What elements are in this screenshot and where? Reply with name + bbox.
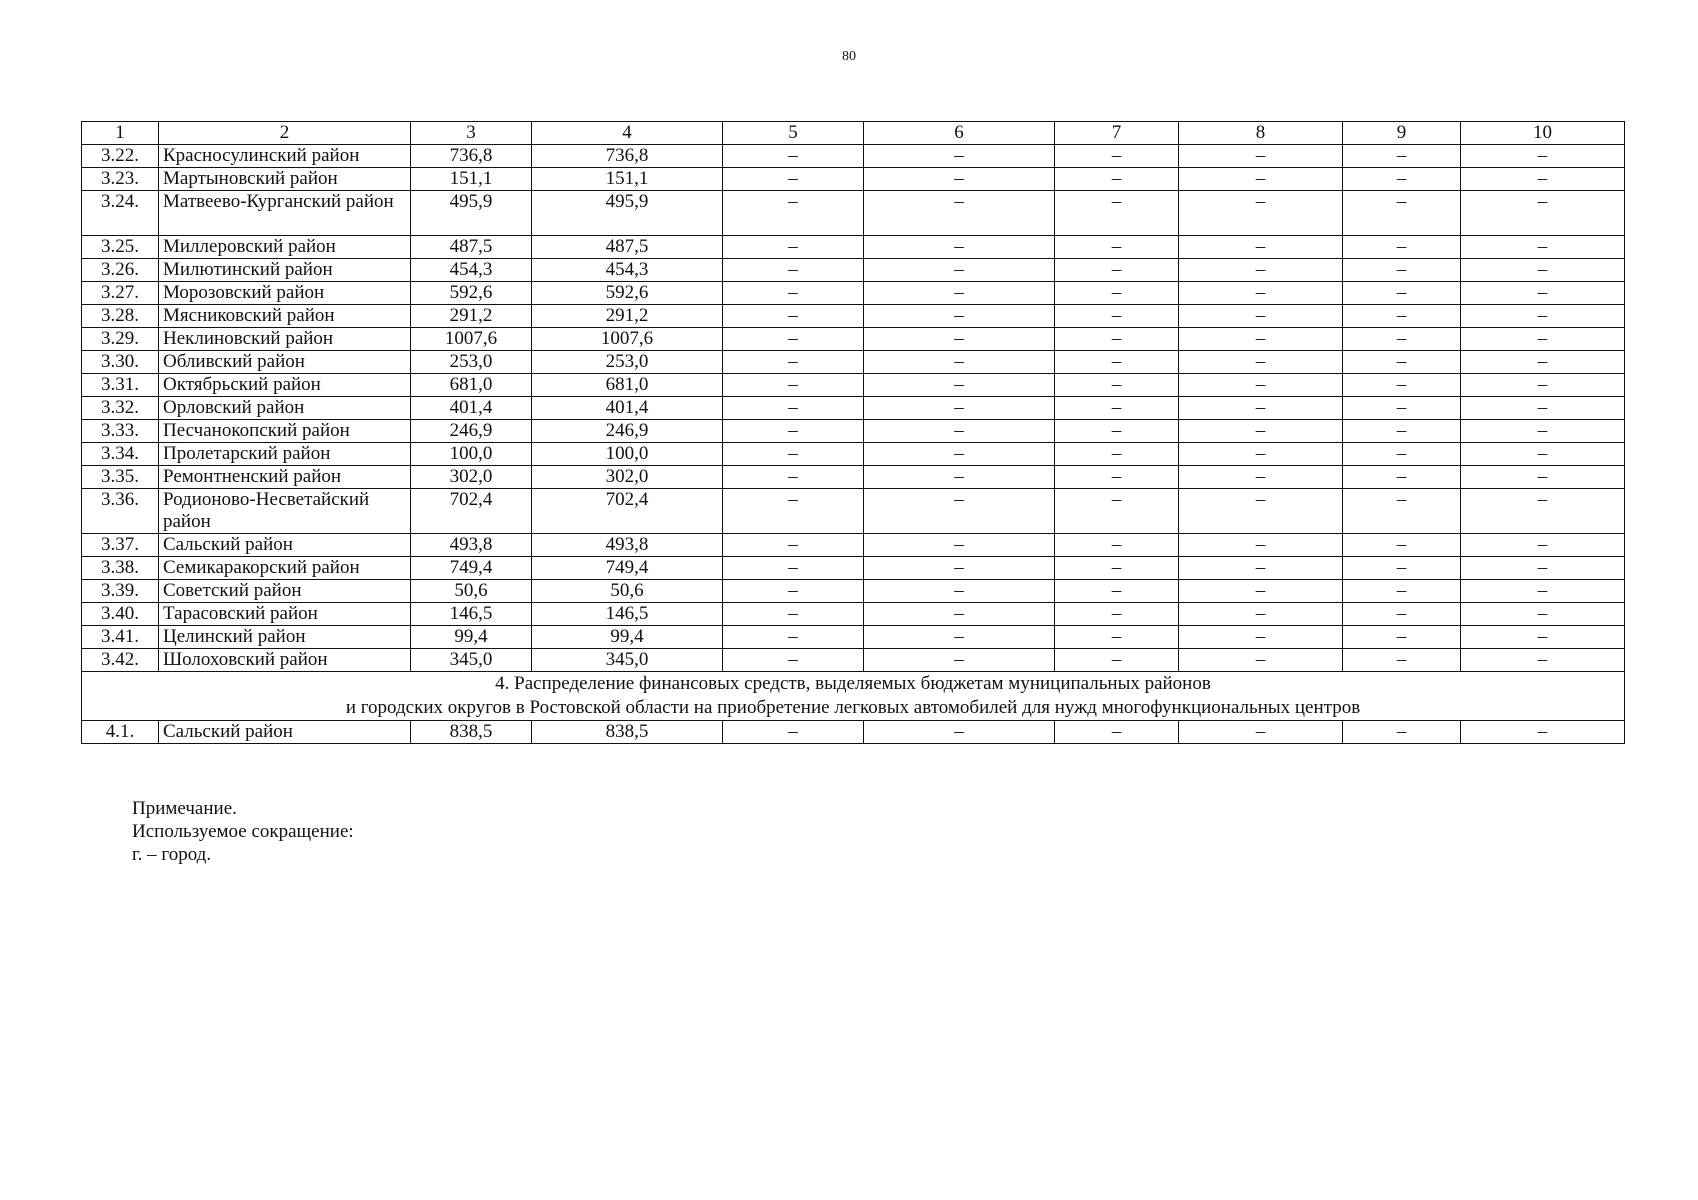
district-name: Милютинский район (159, 259, 411, 282)
value-col-4: 681,0 (532, 374, 723, 397)
dash-cell-col-6: – (864, 489, 1055, 534)
row-number: 3.29. (82, 328, 159, 351)
value-col-3: 749,4 (411, 557, 532, 580)
header-cell-1: 1 (82, 122, 159, 145)
value-col-4: 454,3 (532, 259, 723, 282)
dash-cell-col-8: – (1179, 534, 1343, 557)
dash-cell-col-8: – (1179, 443, 1343, 466)
dash-cell-col-7: – (1055, 557, 1179, 580)
dash-cell-col-9: – (1343, 305, 1461, 328)
dash-cell-col-10: – (1461, 328, 1625, 351)
value-col-3: 151,1 (411, 168, 532, 191)
dash-cell-col-7: – (1055, 721, 1179, 744)
dash-cell-col-6: – (864, 191, 1055, 236)
value-col-3: 401,4 (411, 397, 532, 420)
dash-cell-col-7: – (1055, 282, 1179, 305)
dash-cell-col-7: – (1055, 351, 1179, 374)
dash-cell-col-5: – (723, 282, 864, 305)
district-name: Сальский район (159, 534, 411, 557)
dash-cell-col-6: – (864, 328, 1055, 351)
district-name: Советский район (159, 580, 411, 603)
dash-cell-col-8: – (1179, 580, 1343, 603)
header-cell-7: 7 (1055, 122, 1179, 145)
dash-cell-col-10: – (1461, 420, 1625, 443)
district-name: Матвеево-Курганский район (159, 191, 411, 236)
dash-cell-col-10: – (1461, 305, 1625, 328)
dash-cell-col-6: – (864, 145, 1055, 168)
dash-cell-col-5: – (723, 443, 864, 466)
value-col-4: 50,6 (532, 580, 723, 603)
dash-cell-col-6: – (864, 397, 1055, 420)
dash-cell-col-5: – (723, 626, 864, 649)
dash-cell-col-9: – (1343, 397, 1461, 420)
dash-cell-col-10: – (1461, 649, 1625, 672)
row-number: 3.25. (82, 236, 159, 259)
district-name: Октябрьский район (159, 374, 411, 397)
value-col-4: 487,5 (532, 236, 723, 259)
dash-cell-col-10: – (1461, 374, 1625, 397)
row-number: 3.32. (82, 397, 159, 420)
dash-cell-col-6: – (864, 351, 1055, 374)
value-col-3: 50,6 (411, 580, 532, 603)
dash-cell-col-7: – (1055, 489, 1179, 534)
dash-cell-col-5: – (723, 420, 864, 443)
dash-cell-col-5: – (723, 259, 864, 282)
table-row (82, 374, 1625, 397)
row-number: 3.33. (82, 420, 159, 443)
district-name: Пролетарский район (159, 443, 411, 466)
header-cell-10: 10 (1461, 122, 1625, 145)
dash-cell-col-8: – (1179, 397, 1343, 420)
dash-cell-col-7: – (1055, 397, 1179, 420)
table-row (82, 397, 1625, 420)
dash-cell-col-7: – (1055, 626, 1179, 649)
section-4-header-row (82, 672, 1625, 721)
dash-cell-col-6: – (864, 374, 1055, 397)
dash-cell-col-10: – (1461, 191, 1625, 236)
value-col-3: 146,5 (411, 603, 532, 626)
dash-cell-col-8: – (1179, 649, 1343, 672)
dash-cell-col-6: – (864, 649, 1055, 672)
row-number: 3.27. (82, 282, 159, 305)
table-row (82, 236, 1625, 259)
dash-cell-col-10: – (1461, 721, 1625, 744)
row-number: 4.1. (82, 721, 159, 744)
table-row (82, 466, 1625, 489)
value-col-3: 487,5 (411, 236, 532, 259)
dash-cell-col-10: – (1461, 236, 1625, 259)
dash-cell-col-8: – (1179, 305, 1343, 328)
district-name: Семикаракорский район (159, 557, 411, 580)
dash-cell-col-9: – (1343, 282, 1461, 305)
table-row (82, 443, 1625, 466)
dash-cell-col-9: – (1343, 626, 1461, 649)
dash-cell-col-10: – (1461, 282, 1625, 305)
dash-cell-col-6: – (864, 420, 1055, 443)
row-number: 3.39. (82, 580, 159, 603)
dash-cell-col-5: – (723, 351, 864, 374)
district-name: Мясниковский район (159, 305, 411, 328)
dash-cell-col-6: – (864, 557, 1055, 580)
district-name: Морозовский район (159, 282, 411, 305)
dash-cell-col-6: – (864, 259, 1055, 282)
value-col-3: 345,0 (411, 649, 532, 672)
header-cell-5: 5 (723, 122, 864, 145)
dash-cell-col-6: – (864, 443, 1055, 466)
dash-cell-col-5: – (723, 489, 864, 534)
district-name: Родионово-Несветайский район (159, 489, 411, 534)
dash-cell-col-8: – (1179, 191, 1343, 236)
dash-cell-col-8: – (1179, 489, 1343, 534)
value-col-3: 592,6 (411, 282, 532, 305)
table-row (82, 191, 1625, 236)
row-number: 3.41. (82, 626, 159, 649)
dash-cell-col-9: – (1343, 443, 1461, 466)
dash-cell-col-8: – (1179, 282, 1343, 305)
dash-cell-col-5: – (723, 374, 864, 397)
dash-cell-col-7: – (1055, 328, 1179, 351)
value-col-4: 592,6 (532, 282, 723, 305)
dash-cell-col-9: – (1343, 534, 1461, 557)
dash-cell-col-5: – (723, 397, 864, 420)
dash-cell-col-9: – (1343, 603, 1461, 626)
value-col-3: 702,4 (411, 489, 532, 534)
district-name: Обливский район (159, 351, 411, 374)
table-row (82, 351, 1625, 374)
dash-cell-col-9: – (1343, 721, 1461, 744)
district-name: Мартыновский район (159, 168, 411, 191)
dash-cell-col-6: – (864, 534, 1055, 557)
row-number: 3.35. (82, 466, 159, 489)
value-col-3: 99,4 (411, 626, 532, 649)
value-col-4: 838,5 (532, 721, 723, 744)
header-cell-9: 9 (1343, 122, 1461, 145)
dash-cell-col-10: – (1461, 489, 1625, 534)
dash-cell-col-8: – (1179, 466, 1343, 489)
row-number: 3.31. (82, 374, 159, 397)
dash-cell-col-10: – (1461, 557, 1625, 580)
value-col-4: 151,1 (532, 168, 723, 191)
table-row (82, 305, 1625, 328)
dash-cell-col-7: – (1055, 168, 1179, 191)
value-col-3: 454,3 (411, 259, 532, 282)
dash-cell-col-7: – (1055, 259, 1179, 282)
table-row (82, 649, 1625, 672)
header-cell-3: 3 (411, 122, 532, 145)
value-col-4: 246,9 (532, 420, 723, 443)
header-row (82, 122, 1625, 145)
row-number: 3.36. (82, 489, 159, 534)
dash-cell-col-7: – (1055, 603, 1179, 626)
dash-cell-col-9: – (1343, 580, 1461, 603)
district-name: Сальский район (159, 721, 411, 744)
dash-cell-col-10: – (1461, 580, 1625, 603)
district-name: Тарасовский район (159, 603, 411, 626)
value-col-4: 100,0 (532, 443, 723, 466)
value-col-4: 736,8 (532, 145, 723, 168)
dash-cell-col-10: – (1461, 603, 1625, 626)
notes (132, 797, 354, 866)
dash-cell-col-5: – (723, 603, 864, 626)
district-name: Орловский район (159, 397, 411, 420)
dash-cell-col-9: – (1343, 420, 1461, 443)
value-col-3: 493,8 (411, 534, 532, 557)
value-col-3: 246,9 (411, 420, 532, 443)
dash-cell-col-5: – (723, 328, 864, 351)
dash-cell-col-10: – (1461, 351, 1625, 374)
table-row (82, 603, 1625, 626)
value-col-3: 681,0 (411, 374, 532, 397)
dash-cell-col-8: – (1179, 420, 1343, 443)
dash-cell-col-9: – (1343, 145, 1461, 168)
dash-cell-col-10: – (1461, 168, 1625, 191)
district-name: Неклиновский район (159, 328, 411, 351)
dash-cell-col-7: – (1055, 191, 1179, 236)
dash-cell-col-8: – (1179, 626, 1343, 649)
note-abbreviation-label: Используемое сокращение: (132, 821, 354, 842)
dash-cell-col-5: – (723, 721, 864, 744)
dash-cell-col-9: – (1343, 489, 1461, 534)
dash-cell-col-8: – (1179, 259, 1343, 282)
value-col-3: 1007,6 (411, 328, 532, 351)
section-4-title-line-1: 4. Распределение финансовых средств, выделяемых бюджетам муниципальных районов (495, 673, 1211, 694)
value-col-4: 99,4 (532, 626, 723, 649)
dash-cell-col-9: – (1343, 259, 1461, 282)
dash-cell-col-6: – (864, 466, 1055, 489)
dash-cell-col-7: – (1055, 374, 1179, 397)
section-4-title (82, 672, 1625, 721)
table-row (82, 626, 1625, 649)
dash-cell-col-8: – (1179, 145, 1343, 168)
dash-cell-col-5: – (723, 466, 864, 489)
dash-cell-col-6: – (864, 305, 1055, 328)
row-number: 3.23. (82, 168, 159, 191)
dash-cell-col-6: – (864, 603, 1055, 626)
dash-cell-col-8: – (1179, 236, 1343, 259)
row-number: 3.26. (82, 259, 159, 282)
dash-cell-col-7: – (1055, 443, 1179, 466)
allocation-table (81, 121, 1625, 744)
table-row (82, 534, 1625, 557)
dash-cell-col-9: – (1343, 236, 1461, 259)
dash-cell-col-5: – (723, 557, 864, 580)
header-cell-8: 8 (1179, 122, 1343, 145)
dash-cell-col-6: – (864, 168, 1055, 191)
value-col-3: 291,2 (411, 305, 532, 328)
dash-cell-col-6: – (864, 721, 1055, 744)
table-row (82, 420, 1625, 443)
dash-cell-col-8: – (1179, 328, 1343, 351)
dash-cell-col-9: – (1343, 466, 1461, 489)
table-row (82, 282, 1625, 305)
dash-cell-col-6: – (864, 236, 1055, 259)
dash-cell-col-9: – (1343, 168, 1461, 191)
note-title: Примечание. (132, 798, 237, 819)
district-name: Шолоховский район (159, 649, 411, 672)
header-cell-6: 6 (864, 122, 1055, 145)
dash-cell-col-8: – (1179, 603, 1343, 626)
dash-cell-col-7: – (1055, 534, 1179, 557)
dash-cell-col-5: – (723, 534, 864, 557)
dash-cell-col-7: – (1055, 466, 1179, 489)
dash-cell-col-5: – (723, 145, 864, 168)
value-col-4: 345,0 (532, 649, 723, 672)
dash-cell-col-8: – (1179, 721, 1343, 744)
table-row (82, 145, 1625, 168)
value-col-4: 495,9 (532, 191, 723, 236)
table-body (82, 122, 1625, 744)
dash-cell-col-6: – (864, 580, 1055, 603)
dash-cell-col-7: – (1055, 236, 1179, 259)
row-number: 3.37. (82, 534, 159, 557)
district-name: Красносулинский район (159, 145, 411, 168)
section-4-title-line-2: и городских округов в Ростовской области на приобретение легковых автомобилей для нужд многофункциональных центров (345, 697, 1361, 718)
dash-cell-col-8: – (1179, 168, 1343, 191)
dash-cell-col-10: – (1461, 534, 1625, 557)
dash-cell-col-10: – (1461, 145, 1625, 168)
table-row (82, 328, 1625, 351)
table-row (82, 580, 1625, 603)
district-name: Песчанокопский район (159, 420, 411, 443)
row-number: 3.22. (82, 145, 159, 168)
dash-cell-col-7: – (1055, 305, 1179, 328)
value-col-4: 291,2 (532, 305, 723, 328)
row-number: 3.38. (82, 557, 159, 580)
dash-cell-col-10: – (1461, 397, 1625, 420)
district-name: Миллеровский район (159, 236, 411, 259)
value-col-4: 401,4 (532, 397, 723, 420)
dash-cell-col-10: – (1461, 466, 1625, 489)
row-number: 3.40. (82, 603, 159, 626)
row-number: 3.34. (82, 443, 159, 466)
dash-cell-col-5: – (723, 580, 864, 603)
dash-cell-col-9: – (1343, 351, 1461, 374)
dash-cell-col-10: – (1461, 259, 1625, 282)
row-number: 3.24. (82, 191, 159, 236)
row-number: 3.42. (82, 649, 159, 672)
value-col-4: 493,8 (532, 534, 723, 557)
dash-cell-col-7: – (1055, 420, 1179, 443)
district-name: Ремонтненский район (159, 466, 411, 489)
page-number: 80 (842, 49, 856, 64)
row-number: 3.28. (82, 305, 159, 328)
value-col-3: 100,0 (411, 443, 532, 466)
dash-cell-col-5: – (723, 191, 864, 236)
dash-cell-col-9: – (1343, 328, 1461, 351)
value-col-4: 749,4 (532, 557, 723, 580)
dash-cell-col-5: – (723, 236, 864, 259)
value-col-4: 302,0 (532, 466, 723, 489)
value-col-4: 146,5 (532, 603, 723, 626)
dash-cell-col-10: – (1461, 626, 1625, 649)
header-cell-2: 2 (159, 122, 411, 145)
dash-cell-col-5: – (723, 168, 864, 191)
table-row (82, 489, 1625, 534)
district-name: Целинский район (159, 626, 411, 649)
table-row (82, 168, 1625, 191)
table-row (82, 721, 1625, 744)
dash-cell-col-6: – (864, 282, 1055, 305)
dash-cell-col-9: – (1343, 374, 1461, 397)
value-col-3: 838,5 (411, 721, 532, 744)
header-cell-4: 4 (532, 122, 723, 145)
value-col-3: 302,0 (411, 466, 532, 489)
dash-cell-col-9: – (1343, 557, 1461, 580)
table-row (82, 557, 1625, 580)
dash-cell-col-7: – (1055, 145, 1179, 168)
dash-cell-col-8: – (1179, 351, 1343, 374)
table-row (82, 259, 1625, 282)
note-abbreviation: г. – город. (132, 844, 212, 865)
value-col-4: 1007,6 (532, 328, 723, 351)
dash-cell-col-8: – (1179, 557, 1343, 580)
dash-cell-col-8: – (1179, 374, 1343, 397)
row-number: 3.30. (82, 351, 159, 374)
dash-cell-col-5: – (723, 649, 864, 672)
value-col-3: 736,8 (411, 145, 532, 168)
dash-cell-col-9: – (1343, 191, 1461, 236)
value-col-3: 253,0 (411, 351, 532, 374)
value-col-4: 702,4 (532, 489, 723, 534)
dash-cell-col-7: – (1055, 649, 1179, 672)
value-col-4: 253,0 (532, 351, 723, 374)
dash-cell-col-9: – (1343, 649, 1461, 672)
dash-cell-col-7: – (1055, 580, 1179, 603)
dash-cell-col-5: – (723, 305, 864, 328)
value-col-3: 495,9 (411, 191, 532, 236)
dash-cell-col-6: – (864, 626, 1055, 649)
dash-cell-col-10: – (1461, 443, 1625, 466)
